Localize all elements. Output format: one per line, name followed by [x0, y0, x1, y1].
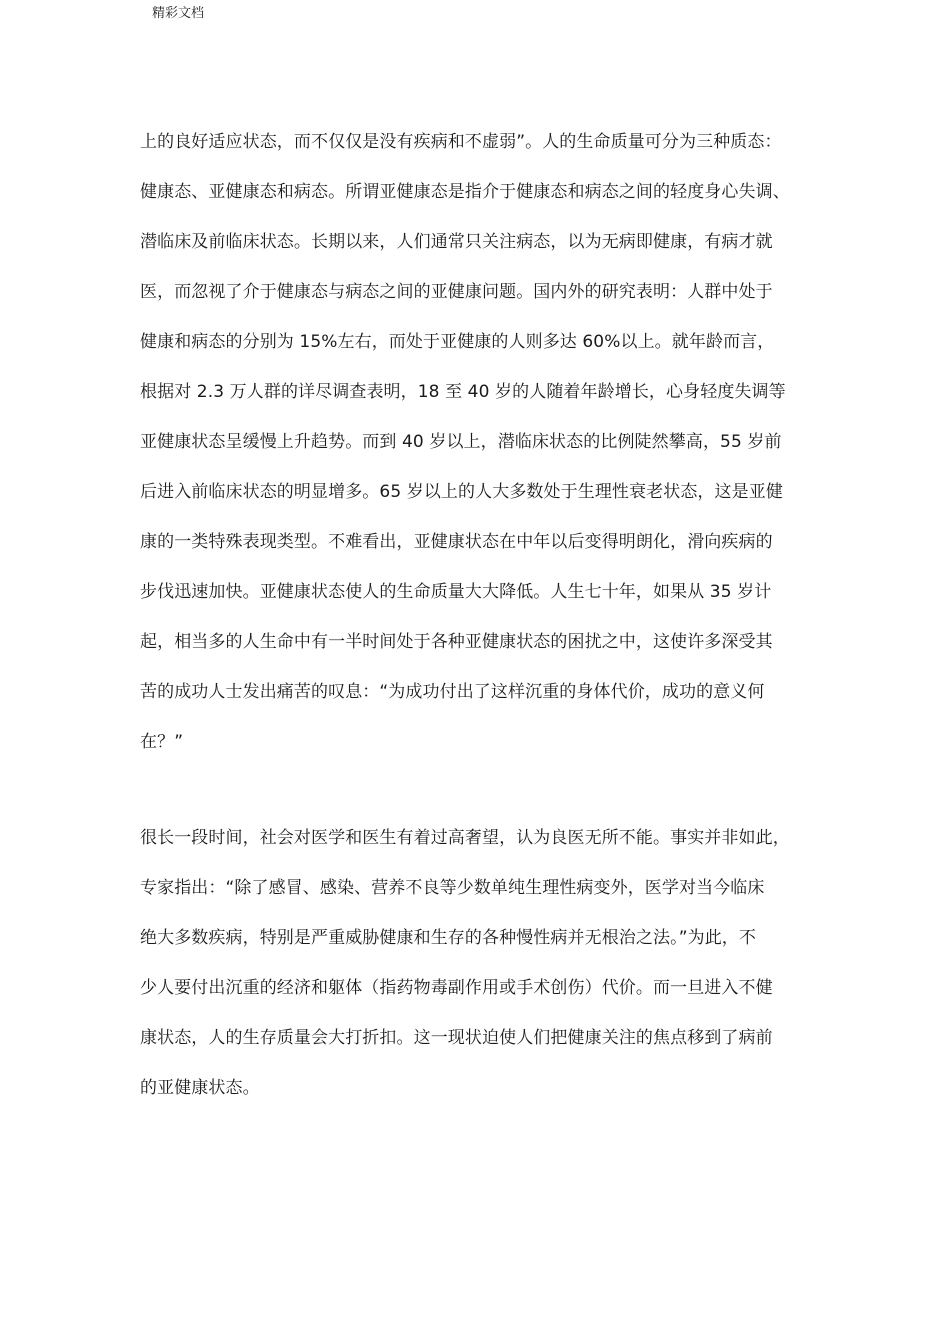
- page-header-label: 精彩文档: [152, 6, 205, 21]
- text-line: 潜临床及前临床状态。长期以来，人们通常只关注病态，以为无病即健康，有病才就: [140, 232, 773, 252]
- text-line: 健康和病态的分别为 15%左右，而处于亚健康的人则多达 60%以上。就年龄而言，: [140, 332, 775, 352]
- text-line: 的亚健康状态。: [140, 1078, 260, 1098]
- paragraph-1: [140, 128, 830, 778]
- text-line: 专家指出：“除了感冒、感染、营养不良等少数单纯生理性病变外，医学对当今临床: [140, 878, 765, 898]
- text-line: 康的一类特殊表现类型。不难看出，亚健康状态在中年以后变得明朗化，滑向疾病的: [140, 532, 773, 552]
- text-line: 康状态，人的生存质量会大打折扣。这一现状迫使人们把健康关注的焦点移到了病前: [140, 1028, 773, 1048]
- text-line: 少人要付出沉重的经济和躯体（指药物毒副作用或手术创伤）代价。而一旦进入不健: [140, 978, 773, 998]
- text-line: 很长一段时间，社会对医学和医生有着过高奢望，认为良医无所不能。事实并非如此，: [140, 828, 790, 848]
- text-line: 医，而忽视了介于健康态与病态之间的亚健康问题。国内外的研究表明：人群中处于: [140, 282, 773, 302]
- text-line: 根据对 2.3 万人群的详尽调查表明，18 至 40 岁的人随着年龄增长，心身轻度失调等: [140, 382, 786, 402]
- text-line: 在？”: [140, 732, 184, 752]
- text-line: 亚健康状态呈缓慢上升趋势。而到 40 岁以上，潜临床状态的比例陡然攀高，55 岁前: [140, 432, 782, 452]
- text-line: 步伐迅速加快。亚健康状态使人的生命质量大大降低。人生七十年，如果从 35 岁计: [140, 582, 772, 602]
- text-line: 起，相当多的人生命中有一半时间处于各种亚健康状态的困扰之中，这使许多深受其: [140, 632, 773, 652]
- text-line: 后进入前临床状态的明显增多。65 岁以上的人大多数处于生理性衰老状态，这是亚健: [140, 482, 783, 502]
- text-line: 上的良好适应状态，而不仅仅是没有疾病和不虚弱”。人的生命质量可分为三种质态：: [140, 132, 782, 152]
- text-line: 健康态、亚健康态和病态。所谓亚健康态是指介于健康态和病态之间的轻度身心失调、: [140, 182, 790, 202]
- text-line: 苦的成功人士发出痛苦的叹息：“为成功付出了这样沉重的身体代价，成功的意义何: [140, 682, 765, 702]
- paragraph-2: [140, 824, 830, 1124]
- text-line: 绝大多数疾病，特别是严重威胁健康和生存的各种慢性病并无根治之法。”为此，不: [140, 928, 757, 948]
